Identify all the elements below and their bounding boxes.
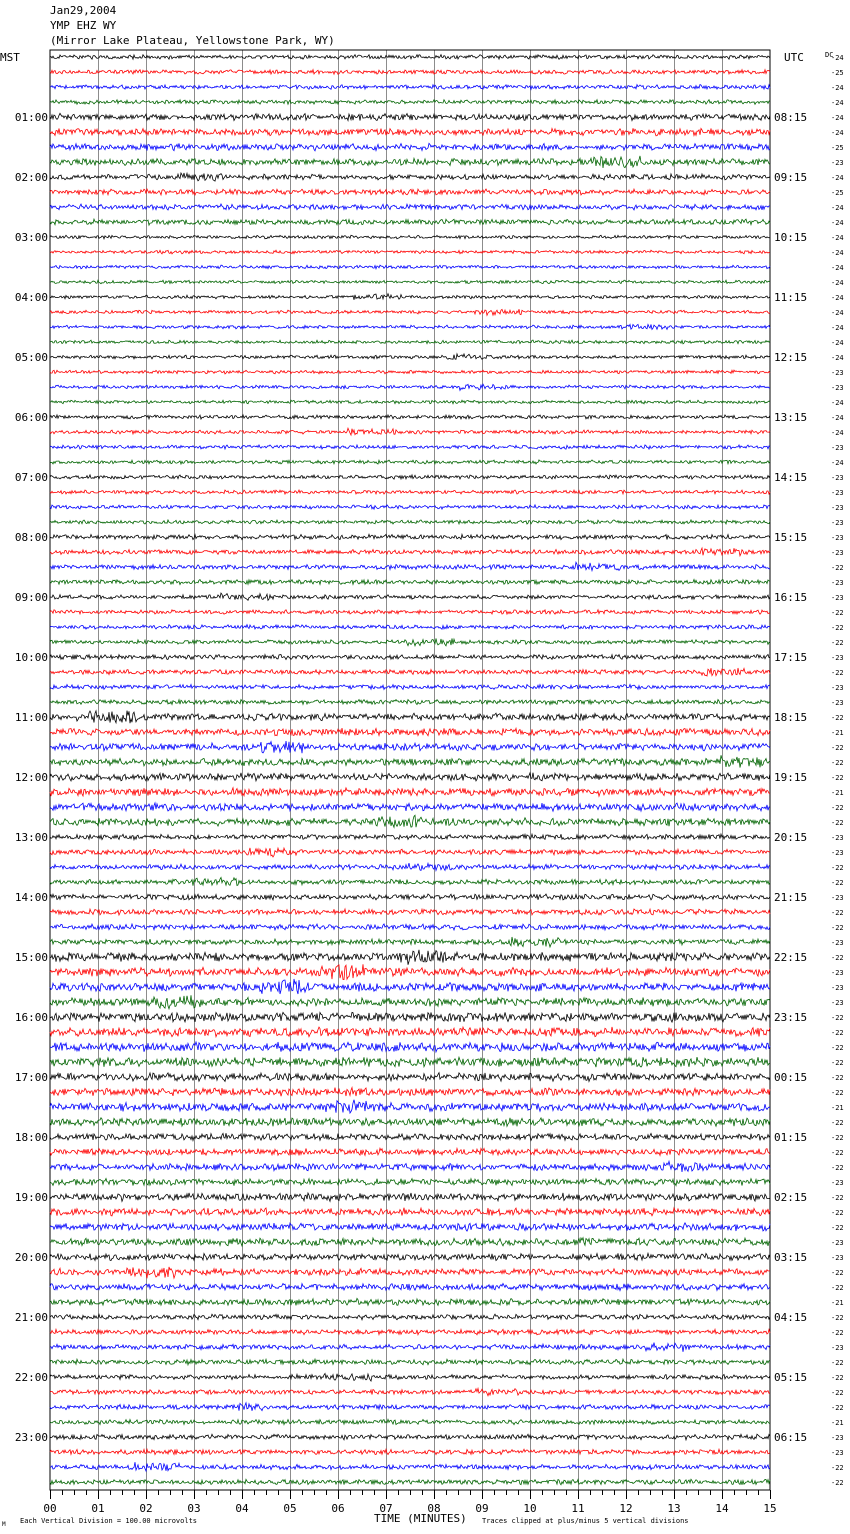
trace-line <box>50 741 770 753</box>
left-hour-label: 01:00 <box>14 111 48 124</box>
dc-offset-label: -23 <box>831 504 844 512</box>
trace-line <box>50 863 770 870</box>
dc-offset-label: -22 <box>831 669 844 677</box>
left-hour-label: 21:00 <box>14 1311 48 1324</box>
right-hour-label: 22:15 <box>774 951 808 964</box>
trace-line <box>50 156 770 168</box>
trace-line <box>50 204 770 210</box>
dc-offset-label: -22 <box>831 639 844 647</box>
dc-offset-label: -24 <box>831 99 844 107</box>
right-hour-label: 23:15 <box>774 1011 808 1024</box>
trace-line <box>50 979 770 994</box>
right-hour-label: 12:15 <box>774 351 808 364</box>
trace-line <box>50 1359 770 1365</box>
trace-line <box>50 1148 770 1155</box>
trace-line <box>50 668 770 676</box>
dc-offset-label: -24 <box>831 249 844 257</box>
dc-offset-label: -22 <box>831 1374 844 1382</box>
dc-offset-label: -23 <box>831 1254 844 1262</box>
trace-line <box>50 1179 770 1186</box>
chart-date: Jan29,2004 <box>50 4 117 17</box>
right-hour-label: 01:15 <box>774 1131 808 1144</box>
trace-line <box>50 593 770 600</box>
trace-line <box>50 1118 770 1127</box>
trace-line <box>50 384 770 390</box>
trace-line <box>50 309 770 315</box>
dc-offset-label: -21 <box>831 1419 844 1427</box>
dc-offset-label: -23 <box>831 969 844 977</box>
left-hour-label: 16:00 <box>14 1011 48 1024</box>
right-hour-label: 18:15 <box>774 711 808 724</box>
dc-offset-label: -22 <box>831 1479 844 1487</box>
trace-line <box>50 788 770 796</box>
x-tick-label: 03 <box>187 1502 201 1515</box>
dc-offset-label: -22 <box>831 1209 844 1217</box>
trace-line <box>50 964 770 979</box>
trace-line <box>50 937 770 947</box>
trace-line <box>50 878 770 886</box>
trace-line <box>50 1462 770 1471</box>
trace-line <box>50 1403 770 1411</box>
dc-offset-label: -23 <box>831 999 844 1007</box>
dc-offset-label: -22 <box>831 1194 844 1202</box>
trace-line <box>50 995 770 1009</box>
dc-offset-label: -22 <box>831 1389 844 1397</box>
trace-line <box>50 143 770 150</box>
trace-line <box>50 1088 770 1097</box>
right-hour-label: 20:15 <box>774 831 808 844</box>
right-hour-label: 16:15 <box>774 591 808 604</box>
dc-offset-label: -24 <box>831 54 844 62</box>
dc-offset-label: -23 <box>831 474 844 482</box>
trace-line <box>50 655 770 660</box>
x-tick-label: 09 <box>475 1502 489 1515</box>
dc-offset-label: -23 <box>831 684 844 692</box>
dc-offset-label: -22 <box>831 879 844 887</box>
labels <box>0 51 844 1528</box>
left-timezone-label: MST <box>0 51 20 64</box>
left-hour-label: 03:00 <box>14 231 48 244</box>
dc-offset-label: -23 <box>831 1449 844 1457</box>
trace-line <box>50 580 770 585</box>
trace-line <box>50 265 770 269</box>
right-hour-label: 09:15 <box>774 171 808 184</box>
trace-line <box>50 1284 770 1291</box>
trace-line <box>50 1100 770 1113</box>
trace-line <box>50 1434 770 1440</box>
left-hour-label: 06:00 <box>14 411 48 424</box>
left-hour-label: 23:00 <box>14 1431 48 1444</box>
trace-line <box>50 324 770 329</box>
right-hour-label: 19:15 <box>774 771 808 784</box>
left-hour-label: 18:00 <box>14 1131 48 1144</box>
trace-line <box>50 1298 770 1305</box>
station-location: (Mirror Lake Plateau, Yellowstone Park, WY) <box>50 34 335 47</box>
dc-offset-label: -23 <box>831 519 844 527</box>
right-hour-label: 04:15 <box>774 1311 808 1324</box>
dc-offset-label: -22 <box>831 1119 844 1127</box>
trace-line <box>50 85 770 90</box>
dc-offset-label: -22 <box>831 1089 844 1097</box>
dc-offset-label: -22 <box>831 1074 844 1082</box>
left-hour-label: 12:00 <box>14 771 48 784</box>
right-hour-label: 21:15 <box>774 891 808 904</box>
left-hour-label: 08:00 <box>14 531 48 544</box>
trace-line <box>50 1389 770 1396</box>
trace-line <box>50 950 770 965</box>
trace-line <box>50 1329 770 1335</box>
left-hour-label: 17:00 <box>14 1071 48 1084</box>
trace-line <box>50 294 770 300</box>
trace-line <box>50 415 770 419</box>
dc-offset-label: -22 <box>831 774 844 782</box>
right-hour-label: 17:15 <box>774 651 808 664</box>
right-hour-label: 03:15 <box>774 1251 808 1264</box>
trace-line <box>50 625 770 630</box>
dc-offset-label: -22 <box>831 1404 844 1412</box>
dc-offset-label: -22 <box>831 1359 844 1367</box>
trace-line <box>50 189 770 195</box>
dc-offset-label: -22 <box>831 1029 844 1037</box>
dc-offset-label: -22 <box>831 1269 844 1277</box>
trace-line <box>50 1133 770 1140</box>
dc-offset-label: -24 <box>831 354 844 362</box>
corner-mark: M <box>2 1521 6 1528</box>
x-tick-label: 05 <box>283 1502 297 1515</box>
x-tick-label: 02 <box>139 1502 153 1515</box>
left-hour-label: 07:00 <box>14 471 48 484</box>
dc-offset-label: -24 <box>831 84 844 92</box>
dc-offset-label: -23 <box>831 1344 844 1352</box>
trace-line <box>50 1449 770 1455</box>
dc-offset-label: -22 <box>831 714 844 722</box>
trace-line <box>50 113 770 120</box>
dc-offset-label: -23 <box>831 1239 844 1247</box>
trace-line <box>50 505 770 509</box>
dc-offset-label: -23 <box>831 849 844 857</box>
dc-offset-label: -23 <box>831 159 844 167</box>
trace-line <box>50 370 770 374</box>
trace-line <box>50 1193 770 1201</box>
trace-line <box>50 1027 770 1037</box>
x-tick-label: 04 <box>235 1502 249 1515</box>
dc-offset-label: -22 <box>831 1059 844 1067</box>
dc-offset-label: -22 <box>831 1164 844 1172</box>
dc-offset-label: -22 <box>831 1044 844 1052</box>
dc-offset-label: -24 <box>831 429 844 437</box>
left-hour-label: 19:00 <box>14 1191 48 1204</box>
trace-line <box>50 128 770 136</box>
trace-line <box>50 1374 770 1382</box>
x-tick-label: 07 <box>379 1502 393 1515</box>
traces <box>50 55 770 1485</box>
dc-offset-label: -22 <box>831 1329 844 1337</box>
trace-line <box>50 1343 770 1352</box>
dc-offset-label: -22 <box>831 1224 844 1232</box>
dc-offset-label: -22 <box>831 609 844 617</box>
trace-line <box>50 728 770 736</box>
trace-line <box>50 1208 770 1216</box>
right-hour-label: 05:15 <box>774 1371 808 1384</box>
dc-offset-label: -22 <box>831 864 844 872</box>
left-hour-label: 13:00 <box>14 831 48 844</box>
trace-line <box>50 638 770 645</box>
dc-offset-label: -23 <box>831 549 844 557</box>
right-hour-label: 06:15 <box>774 1431 808 1444</box>
trace-line <box>50 280 770 284</box>
dc-offset-label: -22 <box>831 759 844 767</box>
dc-offset-label: -24 <box>831 264 844 272</box>
dc-offset-label: -25 <box>831 69 844 77</box>
trace-line <box>50 475 770 479</box>
trace-line <box>50 250 770 254</box>
dc-offset-label: -23 <box>831 369 844 377</box>
dc-offset-label: -22 <box>831 1014 844 1022</box>
trace-line <box>50 235 770 239</box>
left-hour-label: 09:00 <box>14 591 48 604</box>
dc-offset-label: -22 <box>831 819 844 827</box>
dc-offset-label: -24 <box>831 294 844 302</box>
left-hour-label: 05:00 <box>14 351 48 364</box>
dc-offset-label: -24 <box>831 204 844 212</box>
x-tick-label: 01 <box>91 1502 105 1515</box>
trace-line <box>50 548 770 556</box>
trace-line <box>50 1253 770 1260</box>
dc-offset-label: -23 <box>831 654 844 662</box>
trace-line <box>50 1073 770 1082</box>
trace-line <box>50 1161 770 1172</box>
dc-offset-label: -23 <box>831 1434 844 1442</box>
trace-line <box>50 1267 770 1278</box>
trace-line <box>50 100 770 105</box>
trace-line <box>50 700 770 705</box>
right-hour-label: 15:15 <box>774 531 808 544</box>
dc-offset-label: -22 <box>831 909 844 917</box>
trace-line <box>50 803 770 811</box>
trace-line <box>50 445 770 449</box>
dc-offset-label: -23 <box>831 1179 844 1187</box>
trace-line <box>50 520 770 524</box>
dc-offset-label: -21 <box>831 1104 844 1112</box>
dc-offset-label: -24 <box>831 309 844 317</box>
dc-offset-label: -24 <box>831 459 844 467</box>
right-hour-label: 14:15 <box>774 471 808 484</box>
left-hour-label: 15:00 <box>14 951 48 964</box>
trace-line <box>50 755 770 767</box>
trace-line <box>50 1042 770 1052</box>
dc-offset-label: -22 <box>831 1314 844 1322</box>
trace-line <box>50 562 770 570</box>
trace-line <box>50 460 770 464</box>
dc-offset-label: -24 <box>831 114 844 122</box>
dc-offset-label: -24 <box>831 279 844 287</box>
dc-offset-label: -22 <box>831 1134 844 1142</box>
left-hour-label: 20:00 <box>14 1251 48 1264</box>
trace-line <box>50 909 770 915</box>
x-tick-label: 12 <box>619 1502 633 1515</box>
trace-line <box>50 534 770 539</box>
dc-offset-label: -24 <box>831 399 844 407</box>
trace-line <box>50 1223 770 1231</box>
trace-line <box>50 1012 770 1022</box>
dc-offset-label: -23 <box>831 579 844 587</box>
right-hour-label: 11:15 <box>774 291 808 304</box>
dc-offset-label: -22 <box>831 564 844 572</box>
trace-line <box>50 490 770 494</box>
x-tick-label: 15 <box>763 1502 777 1515</box>
trace-line <box>50 70 770 75</box>
dc-offset-label: -23 <box>831 699 844 707</box>
trace-line <box>50 685 770 690</box>
dc-offset-label: -21 <box>831 729 844 737</box>
dc-offset-label: -24 <box>831 339 844 347</box>
dc-offset-label: -21 <box>831 1299 844 1307</box>
trace-line <box>50 711 770 724</box>
dc-offset-label: -24 <box>831 129 844 137</box>
dc-offset-label: -24 <box>831 234 844 242</box>
trace-line <box>50 428 770 435</box>
x-tick-label: 06 <box>331 1502 345 1515</box>
right-hour-label: 00:15 <box>774 1071 808 1084</box>
dc-offset-label: -23 <box>831 834 844 842</box>
right-hour-label: 02:15 <box>774 1191 808 1204</box>
dc-offset-label: -23 <box>831 534 844 542</box>
trace-line <box>50 1057 770 1067</box>
left-hour-label: 04:00 <box>14 291 48 304</box>
trace-line <box>50 400 770 404</box>
x-tick-label: 10 <box>523 1502 537 1515</box>
x-tick-label: 11 <box>571 1502 585 1515</box>
dc-offset-label: -22 <box>831 1149 844 1157</box>
dc-offset-label: -22 <box>831 1464 844 1472</box>
trace-line <box>50 354 770 359</box>
dc-offset-label: -22 <box>831 1284 844 1292</box>
dc-offset-label: -24 <box>831 414 844 422</box>
x-tick-label: 00 <box>43 1502 57 1515</box>
x-tick-label: 13 <box>667 1502 681 1515</box>
dc-offset-label: -23 <box>831 384 844 392</box>
trace-line <box>50 340 770 344</box>
dc-offset-label: -23 <box>831 444 844 452</box>
trace-line <box>50 894 770 900</box>
dc-offset-label: -25 <box>831 144 844 152</box>
trace-line <box>50 173 770 181</box>
trace-line <box>50 815 770 827</box>
dc-offset-label: -24 <box>831 219 844 227</box>
dc-offset-label: -23 <box>831 984 844 992</box>
x-tick-label: 14 <box>715 1502 729 1515</box>
dc-label: DC <box>825 51 834 59</box>
trace-line <box>50 773 770 781</box>
dc-offset-label: -22 <box>831 744 844 752</box>
dc-offset-label: -24 <box>831 324 844 332</box>
x-tick-label: 08 <box>427 1502 441 1515</box>
right-hour-label: 10:15 <box>774 231 808 244</box>
x-axis-title: TIME (MINUTES) <box>374 1512 467 1525</box>
trace-line <box>50 1314 770 1320</box>
trace-line <box>50 924 770 930</box>
left-hour-label: 10:00 <box>14 651 48 664</box>
trace-line <box>50 1419 770 1424</box>
dc-offset-label: -25 <box>831 189 844 197</box>
left-hour-label: 11:00 <box>14 711 48 724</box>
dc-offset-label: -24 <box>831 174 844 182</box>
dc-offset-label: -22 <box>831 804 844 812</box>
trace-line <box>50 55 770 60</box>
trace-line <box>50 219 770 225</box>
left-hour-label: 22:00 <box>14 1371 48 1384</box>
scale-note: Each Vertical Division = 100.00 microvolts <box>20 1517 198 1525</box>
trace-line <box>50 610 770 614</box>
right-timezone-label: UTC <box>784 51 804 64</box>
trace-line <box>50 1479 770 1485</box>
left-hour-label: 14:00 <box>14 891 48 904</box>
dc-offset-label: -22 <box>831 624 844 632</box>
dc-offset-label: -21 <box>831 789 844 797</box>
trace-line <box>50 848 770 857</box>
right-hour-label: 08:15 <box>774 111 808 124</box>
dc-offset-label: -23 <box>831 894 844 902</box>
dc-offset-label: -23 <box>831 939 844 947</box>
dc-offset-label: -22 <box>831 924 844 932</box>
clip-note: Traces clipped at plus/minus 5 vertical divisions <box>482 1517 689 1525</box>
left-hour-label: 02:00 <box>14 171 48 184</box>
station-code: YMP EHZ WY <box>50 19 117 32</box>
trace-line <box>50 1238 770 1246</box>
trace-line <box>50 834 770 840</box>
dc-offset-label: -23 <box>831 489 844 497</box>
dc-offset-label: -23 <box>831 594 844 602</box>
right-hour-label: 13:15 <box>774 411 808 424</box>
dc-offset-label: -22 <box>831 954 844 962</box>
